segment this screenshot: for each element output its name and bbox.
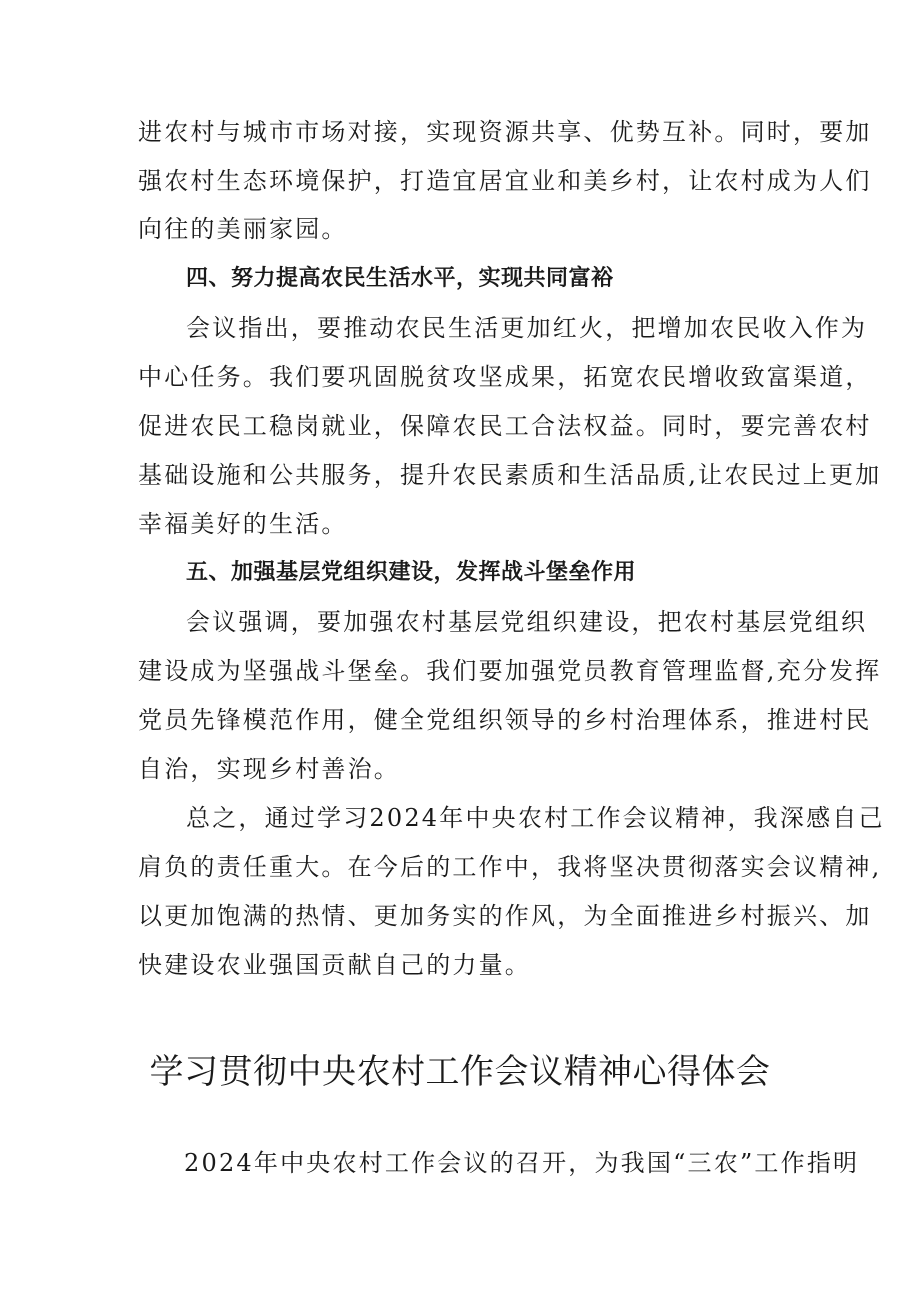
paragraph-line: 强农村生态环境保护，打造宜居宜业和美乡村，让农村成为人们 xyxy=(138,167,872,195)
section-heading-4: 四、努力提高农民生活水平，实现共同富裕 xyxy=(186,266,614,291)
paragraph-line: 基础设施和公共服务，提升农民素质和生活品质,让农民过上更加 xyxy=(138,461,882,489)
paragraph-line: 幸福美好的生活。 xyxy=(138,510,348,538)
paragraph-line: 自治，实现乡村善治。 xyxy=(138,755,400,783)
section-heading-5: 五、加强基层党组织建设，发挥战斗堡垒作用 xyxy=(186,560,637,585)
paragraph-line: 2024年中央农村工作会议的召开，为我国“三农”工作指明 xyxy=(184,1149,860,1177)
paragraph-line: 总之，通过学习2024年中央农村工作会议精神，我深感自己 xyxy=(186,804,885,832)
article-title: 学习贯彻中央农村工作会议精神心得体会 xyxy=(149,1052,771,1092)
paragraph-line: 向往的美丽家园。 xyxy=(138,215,348,243)
paragraph-line: 党员先锋模范作用，健全党组织领导的乡村治理体系，推进村民 xyxy=(138,706,872,734)
paragraph-line: 中心任务。我们要巩固脱贫攻坚成果，拓宽农民增收致富渠道， xyxy=(138,363,872,391)
paragraph-line: 快建设农业强国贡献自己的力量。 xyxy=(138,951,531,979)
paragraph-line: 会议指出，要推动农民生活更加红火，把增加农民收入作为 xyxy=(186,314,868,342)
paragraph-line: 会议强调，要加强农村基层党组织建设，把农村基层党组织 xyxy=(186,608,868,636)
paragraph-line: 促进农民工稳岗就业，保障农民工合法权益。同时，要完善农村 xyxy=(138,412,872,440)
paragraph-line: 以更加饱满的热情、更加务实的作风，为全面推进乡村振兴、加 xyxy=(138,902,872,930)
paragraph-line: 进农村与城市市场对接，实现资源共享、优势互补。同时，要加 xyxy=(138,118,872,146)
paragraph-line: 建设成为坚强战斗堡垒。我们要加强党员教育管理监督,充分发挥 xyxy=(138,657,882,685)
paragraph-line: 肩负的责任重大。在今后的工作中，我将坚决贯彻落实会议精神, xyxy=(138,853,882,881)
